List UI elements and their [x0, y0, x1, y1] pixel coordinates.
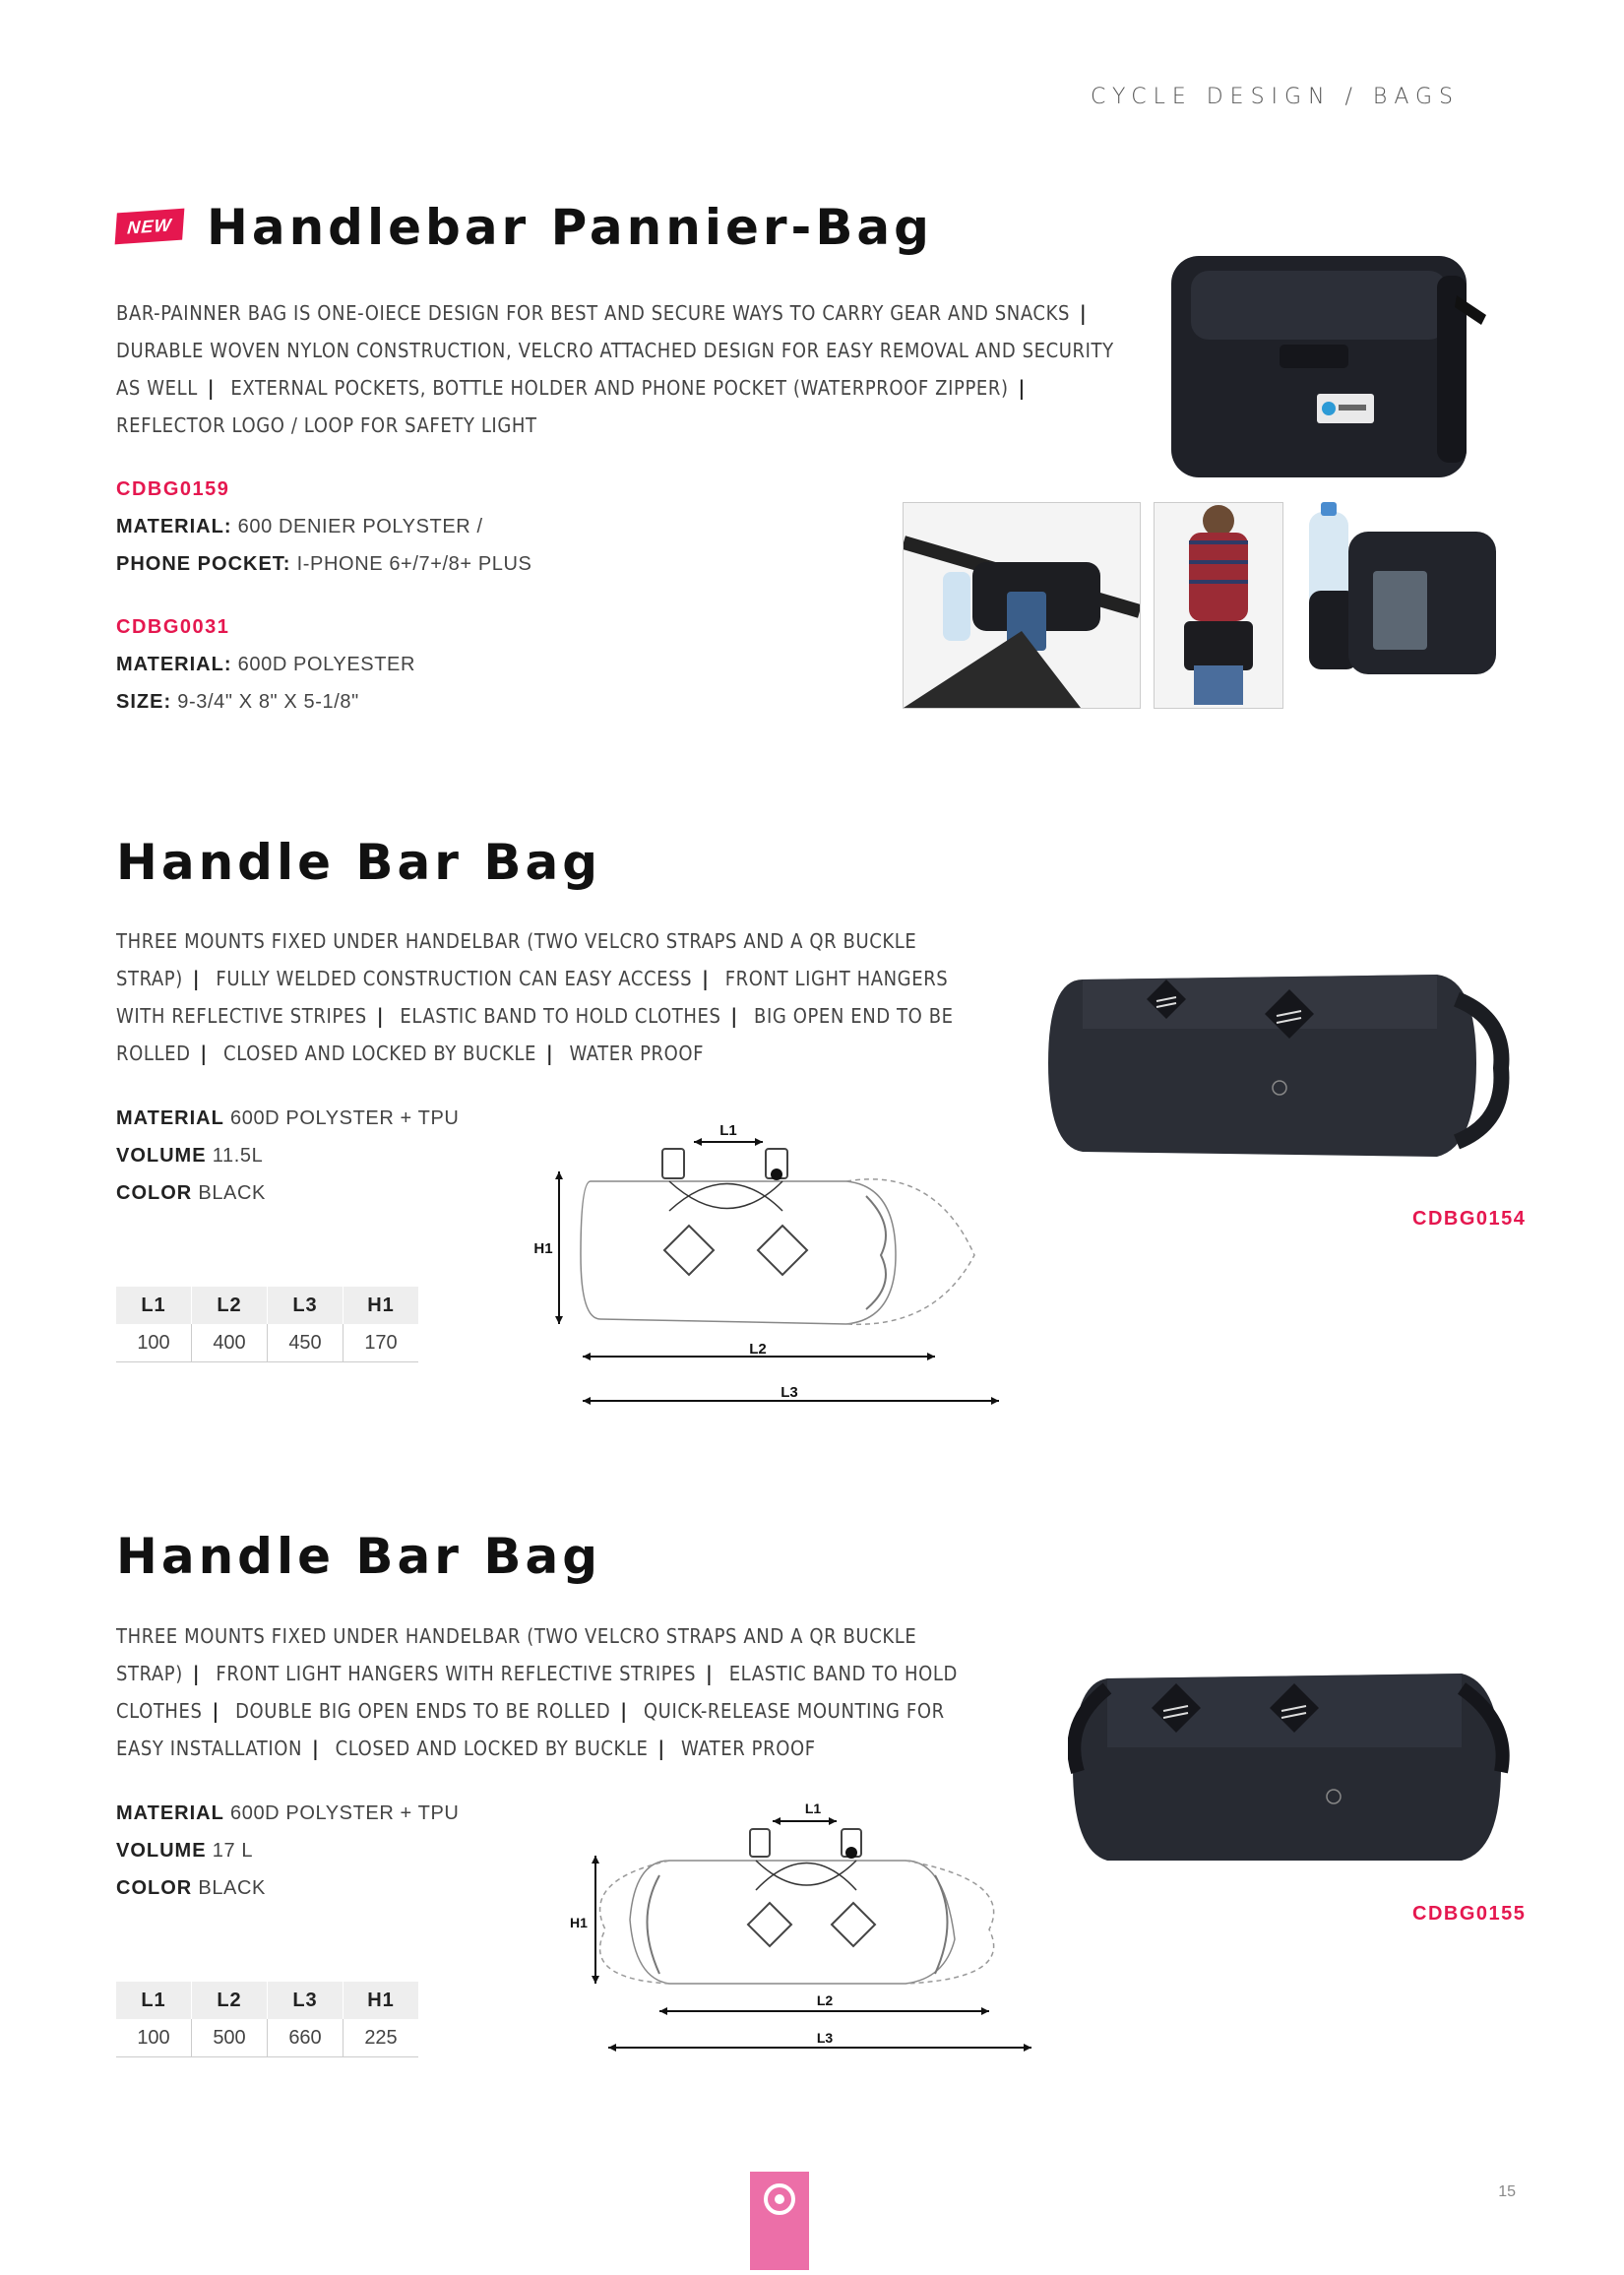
spec-value: 600D POLYSTER + TPU: [230, 1107, 460, 1129]
product-code: CDBG0159: [116, 478, 230, 500]
product-code: CDBG0031: [116, 616, 230, 638]
footer-brand-tab: [750, 2172, 809, 2270]
pannier-bag-photo: [1161, 236, 1496, 497]
table-header: H1: [344, 1982, 419, 2019]
spec-label: MATERIAL: [116, 1802, 224, 1824]
desc-item: WATER PROOF: [569, 1042, 705, 1065]
section2-description: THREE MOUNTS FIXED UNDER HANDELBAR (TWO VELCRO STRAPS AND A QR BUCKLE STRAP) | FULLY WELDED CONSTRUCTION CAN EASY ACCESS | FRONT LIGHT HANGERS WITH REFLECTIVE STRIPES | ELASTIC BAND TO HOLD CLOTHES | BIG OPEN END TO BE ROLLED | CLOSED AND LOCKED BY BUCKLE | WATER PROOF: [116, 929, 954, 1065]
spec-value: I-PHONE 6+/7+/8+ PLUS: [296, 553, 532, 575]
spec-value: 600 DENIER POLYSTER /: [237, 516, 483, 537]
page-number: 15: [1498, 2183, 1516, 2200]
diagram-label-l2: L2: [816, 1992, 834, 2008]
spec-value: 600D POLYESTER: [237, 654, 415, 675]
shoulder-carry-thumbnail: [1154, 502, 1283, 709]
section2-product-photo: [1043, 960, 1511, 1167]
section2-dimensions-table: [116, 1287, 418, 1362]
section3-dimension-diagram: [561, 1792, 1043, 2067]
section3-dimensions-table: [116, 1982, 418, 2057]
table-cell: 170: [344, 1324, 419, 1362]
diagram-label-l3: L3: [781, 1384, 798, 1401]
table-header-row: [116, 1982, 418, 2019]
desc-item: THREE MOUNTS FIXED UNDER HANDELBAR (TWO VELCRO STRAPS AND A QR BUCKLE STRAP): [116, 1624, 917, 1685]
desc-item: ELASTIC BAND TO HOLD CLOTHES: [400, 1004, 721, 1028]
diagram-label-l1: L1: [804, 1801, 822, 1816]
table-cell: 100: [116, 2019, 192, 2057]
table-cell: 660: [268, 2019, 344, 2057]
spec-label: VOLUME: [116, 1145, 207, 1167]
section2-product-code: CDBG0154: [1412, 1208, 1527, 1230]
spec-value: 9-3/4" X 8" X 5-1/8": [177, 691, 359, 713]
desc-item: BIG OPEN END TO BE ROLLED: [116, 1004, 954, 1065]
diagram-label-l3: L3: [816, 2030, 834, 2046]
table-header: L1: [116, 1287, 192, 1324]
section3-product-code: CDBG0155: [1412, 1903, 1527, 1925]
table-header: L1: [116, 1982, 192, 2019]
diagram-label-h1: H1: [533, 1240, 553, 1257]
spec-value: BLACK: [198, 1877, 266, 1899]
section3-product-photo: [1068, 1654, 1511, 1880]
desc-item: DOUBLE BIG OPEN ENDS TO BE ROLLED: [235, 1699, 611, 1723]
spec-label: MATERIAL:: [116, 654, 232, 675]
section1-title: Handlebar Pannier-Bag: [207, 199, 933, 256]
desc-item: BAR-PAINNER BAG IS ONE-OIECE DESIGN FOR BEST AND SECURE WAYS TO CARRY GEAR AND SNACKS: [116, 301, 1071, 325]
spec-label: MATERIAL: [116, 1107, 224, 1129]
desc-item: CLOSED AND LOCKED BY BUCKLE: [223, 1042, 536, 1065]
section2-dimension-diagram: [522, 1107, 1004, 1413]
table-header: L3: [268, 1287, 344, 1324]
table-header: H1: [344, 1287, 419, 1324]
table-cell: 400: [192, 1324, 268, 1362]
spec-value: 11.5L: [212, 1145, 264, 1167]
section3-description: THREE MOUNTS FIXED UNDER HANDELBAR (TWO VELCRO STRAPS AND A QR BUCKLE STRAP) | FRONT LIGHT HANGERS WITH REFLECTIVE STRIPES | ELASTIC BAND TO HOLD CLOTHES | DOUBLE BIG OPEN ENDS TO BE ROLLED | QUICK-RELEASE MOUNTING FOR EASY INSTALLATION | CLOSED AND LOCKED BY BUCKLE | WATER PROOF: [116, 1624, 958, 1760]
table-header-row: [116, 1287, 418, 1324]
bottle-holder-thumbnail: [1299, 502, 1506, 707]
spec-label: MATERIAL:: [116, 516, 232, 537]
category-header: CYCLE DESIGN / BAGS: [1091, 85, 1460, 109]
table-header: L2: [192, 1982, 268, 2019]
section3-specs: [116, 1795, 459, 1907]
table-cell: 100: [116, 1324, 192, 1362]
table-row: [116, 2019, 418, 2057]
bike-mount-thumbnail: [903, 502, 1141, 709]
desc-item: FRONT LIGHT HANGERS WITH REFLECTIVE STRIPES: [116, 967, 949, 1028]
spec-label: SIZE:: [116, 691, 172, 713]
diagram-label-h1: H1: [570, 1915, 588, 1930]
desc-item: FRONT LIGHT HANGERS WITH REFLECTIVE STRIPES: [216, 1662, 697, 1685]
desc-item: EXTERNAL POCKETS, BOTTLE HOLDER AND PHONE POCKET (WATERPROOF ZIPPER): [230, 376, 1009, 400]
spec-value: 17 L: [212, 1840, 254, 1862]
section3-title: Handle Bar Bag: [116, 1528, 601, 1585]
new-badge: NEW: [115, 209, 185, 245]
desc-item: THREE MOUNTS FIXED UNDER HANDELBAR (TWO VELCRO STRAPS AND A QR BUCKLE STRAP): [116, 929, 917, 990]
desc-item: REFLECTOR LOGO / LOOP FOR SAFETY LIGHT: [116, 413, 537, 437]
desc-item: DURABLE WOVEN NYLON CONSTRUCTION, VELCRO ATTACHED DESIGN FOR EASY REMOVAL AND SECURITY AS WELL: [116, 339, 1114, 400]
section2-specs: [116, 1100, 459, 1212]
table-cell: 500: [192, 2019, 268, 2057]
diagram-label-l2: L2: [749, 1341, 767, 1358]
table-row: [116, 1324, 418, 1362]
table-cell: 450: [268, 1324, 344, 1362]
product-a-specs: [116, 471, 531, 583]
table-header: L2: [192, 1287, 268, 1324]
spec-value: BLACK: [198, 1182, 266, 1204]
spec-label: COLOR: [116, 1877, 193, 1899]
desc-item: ELASTIC BAND TO HOLD CLOTHES: [116, 1662, 958, 1723]
spec-label: PHONE POCKET:: [116, 553, 291, 575]
spec-label: VOLUME: [116, 1840, 207, 1862]
desc-item: WATER PROOF: [681, 1737, 816, 1760]
section1-description: BAR-PAINNER BAG IS ONE-OIECE DESIGN FOR BEST AND SECURE WAYS TO CARRY GEAR AND SNACKS | DURABLE WOVEN NYLON CONSTRUCTION, VELCRO ATTACHED DESIGN FOR EASY REMOVAL AND SECURITY AS WELL | EXTERNAL POCKETS, BOTTLE HOLDER AND PHONE POCKET (WATERPROOF ZIPPER) | REFLECTOR LOGO / LOOP FOR SAFETY LIGHT: [116, 301, 1114, 437]
product-b-specs: [116, 608, 415, 721]
table-header: L3: [268, 1982, 344, 2019]
desc-item: CLOSED AND LOCKED BY BUCKLE: [335, 1737, 649, 1760]
desc-item: FULLY WELDED CONSTRUCTION CAN EASY ACCESS: [216, 967, 693, 990]
spec-value: 600D POLYSTER + TPU: [230, 1802, 460, 1824]
section2-title: Handle Bar Bag: [116, 834, 601, 891]
diagram-label-l1: L1: [719, 1122, 737, 1139]
desc-item: QUICK-RELEASE MOUNTING FOR EASY INSTALLATION: [116, 1699, 945, 1760]
table-cell: 225: [344, 2019, 419, 2057]
spec-label: COLOR: [116, 1182, 193, 1204]
